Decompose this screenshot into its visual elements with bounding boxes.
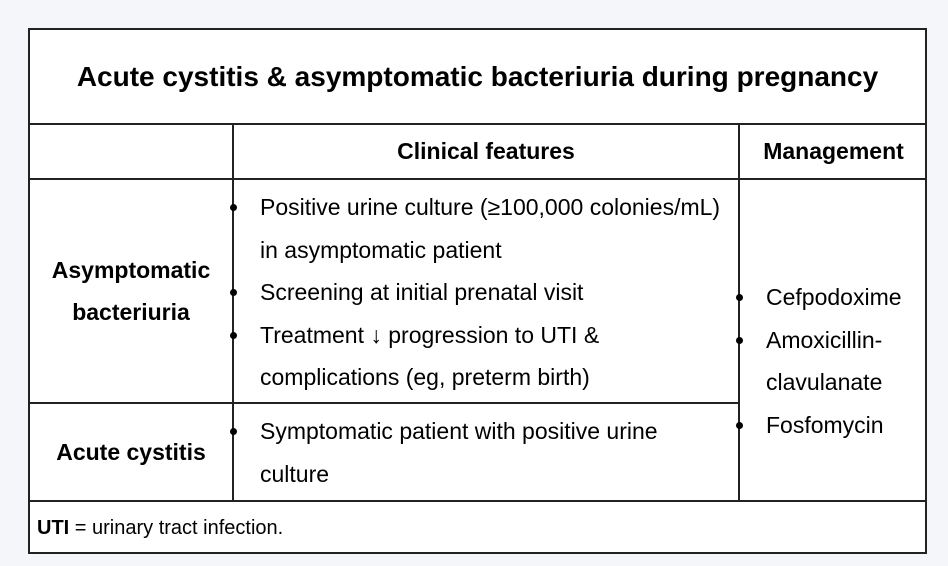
header-row xyxy=(30,125,925,180)
header-clinical-features: Clinical features xyxy=(234,125,740,178)
footnote-text: = urinary tract infection. xyxy=(69,516,284,539)
header-management: Management xyxy=(763,138,904,164)
table-title: Acute cystitis & asymptomatic bacteriuria during pregnancy xyxy=(30,30,925,125)
row-label-asymptomatic-bacteriuria: Asymptomatic bacteriuria xyxy=(30,180,234,404)
bullet-icon xyxy=(230,204,237,211)
bullet-icon xyxy=(736,337,743,344)
header-empty-cell xyxy=(30,125,234,178)
features-acute-cystitis xyxy=(234,404,740,500)
features-asymptomatic-bacteriuria xyxy=(234,180,740,404)
management-cell xyxy=(740,180,927,500)
bullet-icon xyxy=(736,294,743,301)
feature-item: Treatment ↓ progression to UTI & complications (eg, preterm birth) xyxy=(260,314,730,399)
bullet-icon xyxy=(230,289,237,296)
management-item: Amoxicillin-clavulanate xyxy=(766,319,926,404)
feature-item: Screening at initial prenatal visit xyxy=(260,271,730,314)
row-label-acute-cystitis: Acute cystitis xyxy=(30,404,234,500)
clinical-table xyxy=(28,28,927,554)
management-item: Fosfomycin xyxy=(766,404,926,447)
bullet-icon xyxy=(736,422,743,429)
footnote-abbreviation: UTI xyxy=(37,516,70,539)
bullet-icon xyxy=(230,428,237,435)
bullet-icon xyxy=(230,332,237,339)
management-item: Cefpodoxime xyxy=(766,276,926,319)
feature-item: Positive urine culture (≥100,000 colonies/mL) in asymptomatic patient xyxy=(260,186,730,271)
feature-item: Symptomatic patient with positive urine culture xyxy=(260,410,730,495)
footnote xyxy=(30,500,925,554)
